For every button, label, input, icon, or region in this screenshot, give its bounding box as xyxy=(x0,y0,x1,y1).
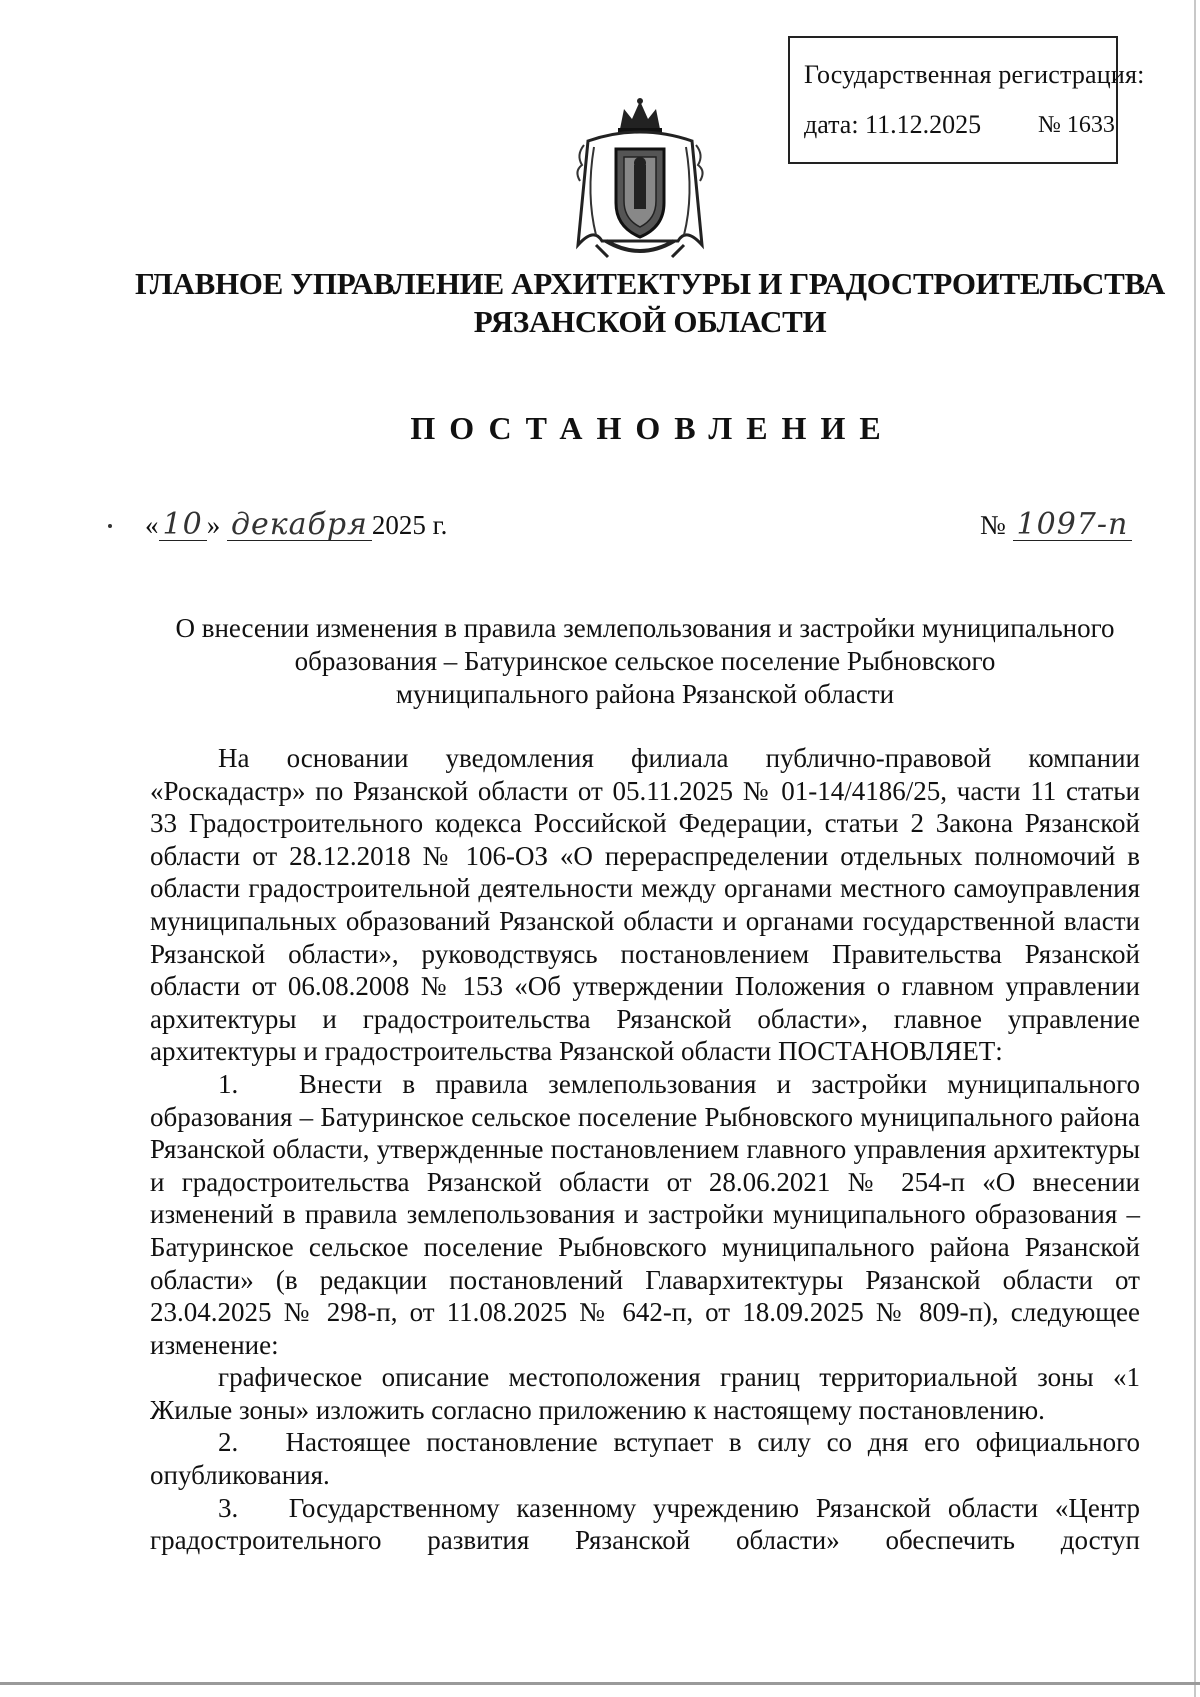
scan-edge-bottom xyxy=(0,1682,1200,1685)
registration-title: Государственная регистрация: xyxy=(804,60,1145,89)
paragraph-item-3: 3. Государственному казенному учреждению Рязанской области «Центр градостроительного развития Рязанской области» обеспечить доступ xyxy=(150,1492,1140,1556)
paragraph-preamble: На основании уведомления филиала публично-правовой компании «Роскадастр» по Рязанской области от 05.11.2025 № 01-14/4186/25, части 11 статьи 33 Градостроительного кодекса Российской Федерации, статьи 2 Закона Рязанской области от 28.12.2018 № 106-ОЗ «О перераспределении отдельных полномочий в области градостроительной деятельности между органами местного самоуправления муниципальных образований Рязанской области и органами государственной власти Рязанской области», руководствуясь постановлением Правительства Рязанской области от 06.08.2008 № 153 «Об утверждении Положения о главном управлении архитектуры и градостроительства Рязанской области», главное управление архитектуры и градостроительства Рязанской области ПОСТАНОВЛЯЕТ: xyxy=(150,743,1140,1067)
subject-line2: образования – Батуринское сельское поселение Рыбновского xyxy=(294,646,996,676)
registration-stamp xyxy=(788,36,1145,164)
date-month: декабря xyxy=(227,510,372,541)
document-body xyxy=(150,742,1140,1557)
registration-number: № 1633 xyxy=(1038,112,1115,138)
subject-line3: муниципального района Рязанской области xyxy=(395,679,895,709)
paragraph-item-1-change: графическое описание местоположения границ территориальной зоны «1 Жилые зоны» изложить согласно приложению к настоящему постановлению. xyxy=(150,1362,1140,1425)
date-day: 10 xyxy=(159,510,207,541)
scan-dot xyxy=(108,524,112,528)
paragraph-item-2: 2. Настоящее постановление вступает в силу со дня его официального опубликования. xyxy=(150,1427,1140,1491)
date-year: 2025 г. xyxy=(371,510,448,540)
document-subject xyxy=(150,612,1140,711)
organization-name-line1: ГЛАВНОЕ УПРАВЛЕНИЕ АРХИТЕКТУРЫ И ГРАДОСТРОИТЕЛЬСТВА xyxy=(134,266,1165,301)
date-close-quote: » xyxy=(206,510,221,540)
date-open-quote: « xyxy=(145,510,159,540)
document-number-value: 1097-п xyxy=(1013,510,1133,541)
organization-name-line2: РЯЗАНСКОЙ ОБЛАСТИ xyxy=(473,304,827,339)
document-type-title: ПОСТАНОВЛЕНИЕ xyxy=(410,410,895,446)
registration-date: дата: 11.12.2025 xyxy=(804,110,982,139)
scan-edge-right xyxy=(1194,0,1196,1697)
paragraph-item-1: 1. Внести в правила землепользования и застройки муниципального образования – Батуринское сельское поселение Рыбновского муниципального района Рязанской области, утвержденные постановлением главного управления архитектуры и градостроительства Рязанской области от 28.06.2021 № 254-п «О внесении изменений в правила землепользования и застройки муниципального образования – Батуринское сельское поселение Рыбновского муниципального района Рязанской области» (в редакции постановлений Главархитектуры Рязанской области от 23.04.2025 № 298-п, от 11.08.2025 № 642-п, от 18.09.2025 № 809-п), следующее изменение: xyxy=(150,1068,1140,1360)
document-date xyxy=(145,507,448,542)
document-number xyxy=(980,507,1132,542)
coat-of-arms-icon xyxy=(566,95,714,265)
document-number-label: № xyxy=(980,510,1006,540)
subject-line1: О внесении изменения в правила землепользования и застройки муниципального xyxy=(175,613,1115,643)
